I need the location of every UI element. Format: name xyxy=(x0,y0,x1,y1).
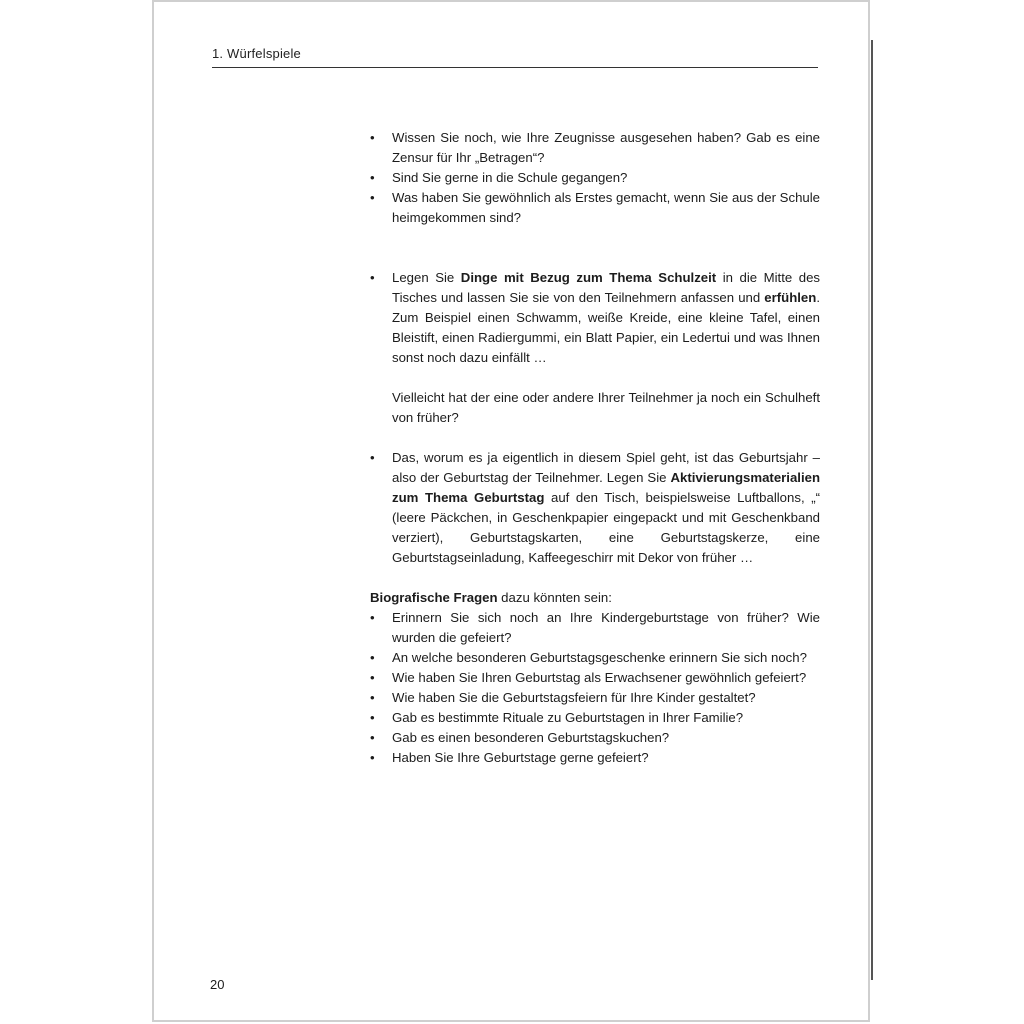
list-item-text: Wissen Sie noch, wie Ihre Zeugnisse ausgesehen haben? Gab es eine Zensur für Ihr „Betragen“? xyxy=(392,130,820,165)
school-objects-list xyxy=(370,268,820,368)
list-item xyxy=(370,708,820,728)
list-item-text: Erinnern Sie sich noch an Ihre Kindergeburtstage von früher? Wie wurden die gefeiert? xyxy=(392,610,820,645)
list-item xyxy=(370,608,820,648)
bold-text: Dinge mit Bezug zum Thema Schulzeit xyxy=(460,270,717,285)
bullet: • xyxy=(370,750,375,765)
list-item xyxy=(370,188,820,228)
text-run: . Zum Beispiel einen Schwamm, weiße Kreide, eine kleine Tafel, einen Bleistift, einen Radiergummi, ein Blatt Papier, ein Ledertui und was Ihnen sonst noch dazu einfällt … xyxy=(392,290,820,365)
list-item-text: Gab es einen besonderen Geburtstagskuchen? xyxy=(392,730,670,745)
spacer xyxy=(370,248,820,268)
bullet: • xyxy=(370,730,375,745)
bold-text: Biografische Fragen xyxy=(370,590,498,605)
birthday-materials-list xyxy=(370,448,820,568)
spacer xyxy=(370,228,820,248)
list-item-text: Wie haben Sie die Geburtstagsfeiern für Ihre Kinder gestaltet? xyxy=(392,690,756,705)
book-spine-edge xyxy=(871,40,873,980)
bullet: • xyxy=(370,190,375,205)
bullet: • xyxy=(370,650,375,665)
text-run: Legen Sie xyxy=(392,270,461,285)
text-run: auf den Tisch, beispielsweise Luftballons, „“ (leere Päckchen, in Geschenkpapier eingepackt und mit Geschenkband verziert), Geburtstagskarten, eine Geburtstagskerze, eine Geburtstagseinladung, Kaffeegeschirr mit Dekor von früher … xyxy=(392,490,820,565)
list-item xyxy=(370,668,820,688)
list-item-text: Was haben Sie gewöhnlich als Erstes gemacht, wenn Sie aus der Schule heimgekommen sind? xyxy=(392,190,820,225)
biographical-questions-lead xyxy=(370,588,820,608)
header-rule xyxy=(212,67,818,68)
bold-text: Aktivierungsmaterialien zum Thema Geburtstag xyxy=(392,470,820,505)
spacer xyxy=(370,368,820,388)
bullet: • xyxy=(370,130,375,145)
bullet: • xyxy=(370,270,375,285)
bullet: • xyxy=(370,710,375,725)
bullet: • xyxy=(370,610,375,625)
school-questions-list xyxy=(370,128,820,228)
text-run: dazu könnten sein: xyxy=(497,590,612,605)
list-item-text: Sind Sie gerne in die Schule gegangen? xyxy=(392,170,628,185)
text-run: Das, worum es ja eigentlich in diesem Spiel geht, ist das Geburtsjahr – also der Geburtstag der Teilnehmer. Legen Sie xyxy=(392,450,820,485)
chapter-title: 1. Würfelspiele xyxy=(212,46,301,61)
birthday-questions-list xyxy=(370,608,820,768)
bullet: • xyxy=(370,450,375,465)
list-item xyxy=(370,448,820,568)
text-run: in die Mitte des Tisches und lassen Sie sie von den Teilnehmern anfassen und xyxy=(392,270,820,305)
spacer xyxy=(370,568,820,588)
page-number: 20 xyxy=(210,977,225,992)
list-item xyxy=(370,648,820,668)
page-content xyxy=(370,128,820,768)
list-item xyxy=(370,688,820,708)
bullet: • xyxy=(370,170,375,185)
list-item xyxy=(370,268,820,368)
list-item xyxy=(370,128,820,168)
spacer xyxy=(370,428,820,448)
list-item xyxy=(370,748,820,768)
running-header xyxy=(212,46,818,68)
list-item xyxy=(370,168,820,188)
book-page xyxy=(152,0,870,1022)
list-item-text: An welche besonderen Geburtstagsgeschenke erinnern Sie sich noch? xyxy=(392,650,807,665)
bullet: • xyxy=(370,690,375,705)
bold-text: erfühlen xyxy=(764,290,817,305)
list-item xyxy=(370,728,820,748)
list-item-text: Wie haben Sie Ihren Geburtstag als Erwachsener gewöhnlich gefeiert? xyxy=(392,670,807,685)
note-paragraph: Vielleicht hat der eine oder andere Ihrer Teilnehmer ja noch ein Schulheft von früher? xyxy=(392,390,820,425)
list-item-text: Haben Sie Ihre Geburtstage gerne gefeiert? xyxy=(392,750,649,765)
bullet: • xyxy=(370,670,375,685)
list-item-text: Gab es bestimmte Rituale zu Geburtstagen in Ihrer Familie? xyxy=(392,710,744,725)
